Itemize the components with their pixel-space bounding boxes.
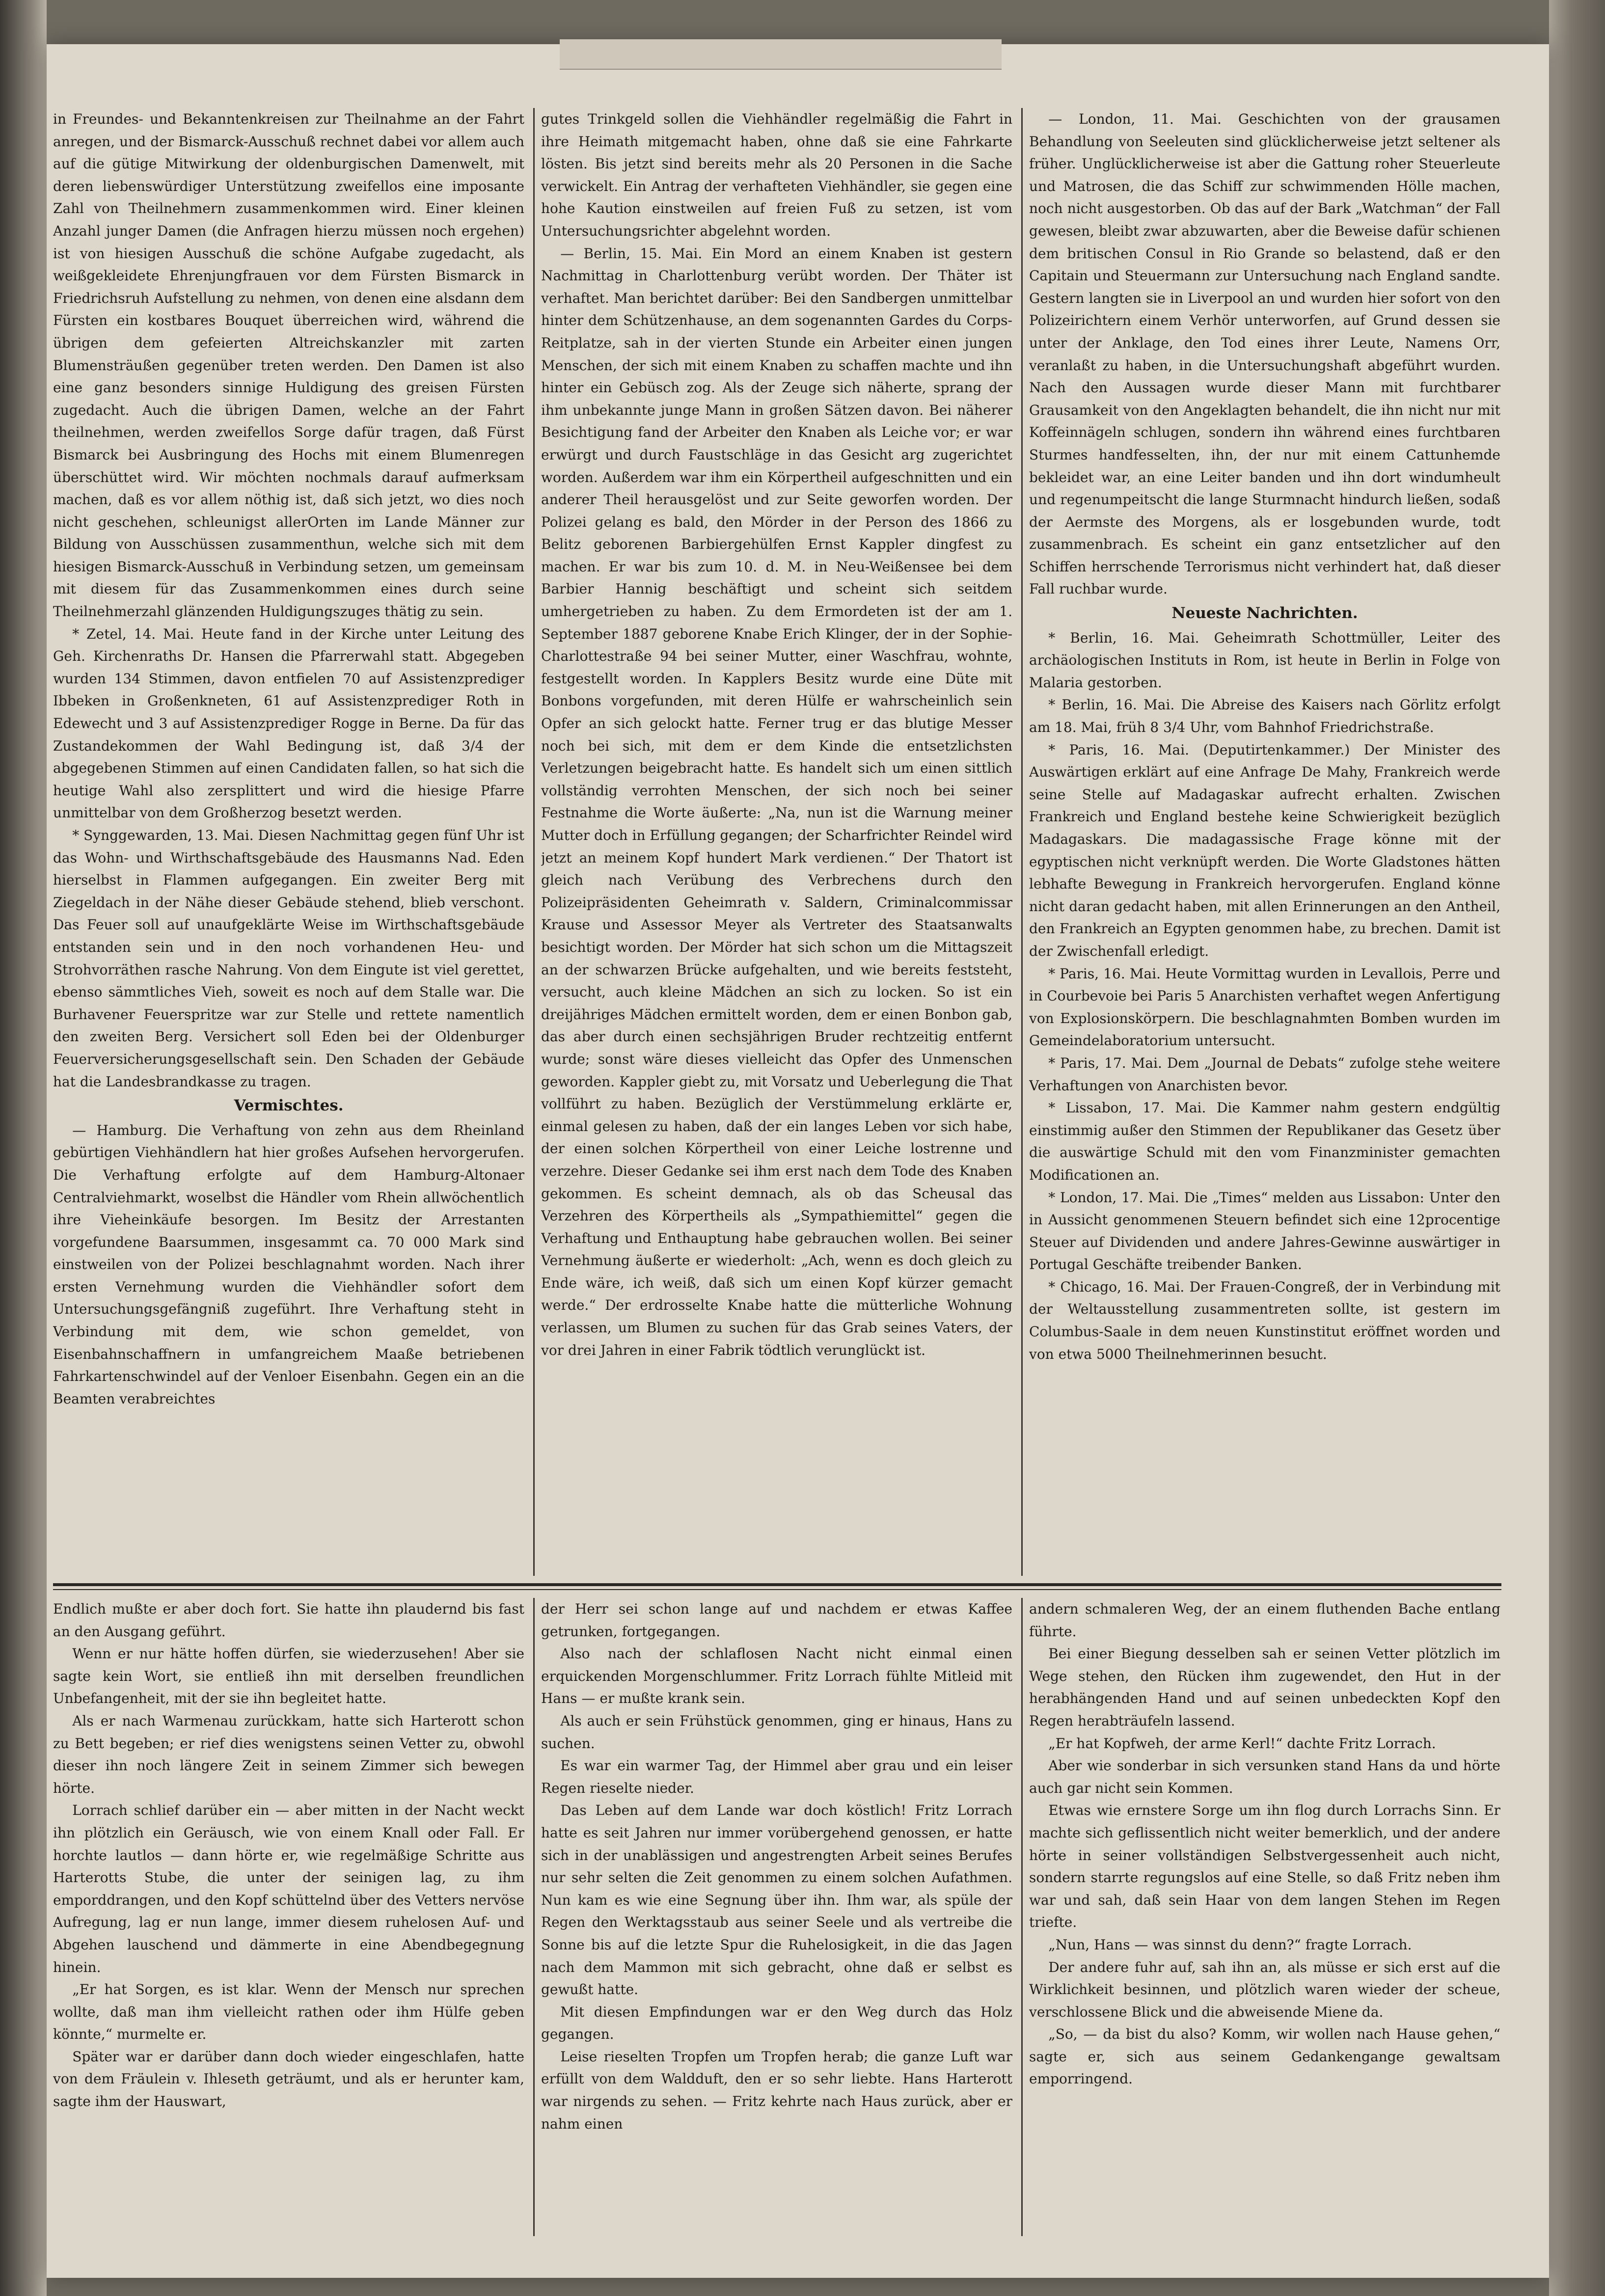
news-item-london-watchman: — London, 11. Mai. Geschichten von der grausamen Behandlung von Seeleuten sind glücklicherweise jetzt seltener als früher. Unglücklicherweise ist aber die Gattung roher Steuerleute und Matrosen, die das Schiff zur schwimmenden Hölle machen, noch nicht ausgestorben. Ob das auf der Bark „Watchman“ der Fall gewesen, bleibt zwar abzuwarten, aber die Beweise dafür schienen dem britischen Consul in Rio Grande so belastend, daß er den Capitain und Steuermann zur Untersuchung nach England sandte. Gestern langten sie in Liverpool an und wurden hier sofort von den Polizeirichtern einem Verhör unterworfen, auf Grund dessen sie unter der Anklage, den Tod eines ihrer Leute, Namens Orr, veranlaßt zu haben, in die Untersuchungshaft abgeführt wurden. Nach den Aussagen wurde dieser Mann mit furchtbarer Grausamkeit von den Angeklagten behandelt, die ihn nicht nur mit Koffeinnägeln schlugen, sondern ihn während eines furchtbaren Sturmes handfesselten, ihn, der nur mit einem Cattunhemde bekleidet war, an eine Leiter banden und ihn dort windumheult und regenumpeitscht die lange Sturmnacht hindurch ließen, sodaß der Aermste des Morgens, als er losgebunden wurde, todt zusammenbrach. Es scheint ein ganz entsetzlicher auf den Schiffen herrschende Terrorismus nicht verhindert hat, daß dieser Fall ruchbar wurde. xyxy=(1029,111,1500,597)
news-item-chicago: * Chicago, 16. Mai. Der Frauen-Congreß, der in Verbindung mit der Weltausstellung zusammentreten sollte, ist gestern im Columbus-Saale in dem neuen Kunstinstitut eröffnet worden und von etwa 5000 Theilnehmerinnen besucht. xyxy=(1029,1278,1500,1362)
article-bismarck-continued: in Freundes- und Bekanntenkreisen zur Theilnahme an der Fahrt anregen, und der Bismarck-Ausschuß rechnet dabei vor allem auch auf die gütige Mitwirkung der oldenburgischen Damenwelt, mit deren liebenswürdiger Unterstützung zweifellos eine imposante Zahl von Theilnehmern zusammenkommen wird. Einer kleinen Anzahl junger Damen (die Anfragen hierzu müssen noch ergehen) ist von hiesigen Ausschuß die schöne Aufgabe zugedacht, als weißgekleidete Ehrenjungfrauen vor dem Fürsten Bismarck in Friedrichsruh Aufstellung zu nehmen, von denen eine alsdann dem Fürsten ein kostbares Bouquet überreichen wird, während die übrigen dem gefeierten Altreichskanzler mit zarten Blumensträußen gegenüber treten werden. Den Damen ist also eine ganz besonders sinnige Huldigung des greisen Fürsten zugedacht. Auch die übrigen Damen, welche an der Fahrt theilnehmen, werden zweifellos Sorge dafür tragen, daß Fürst Bismarck bei Ausbringung des Hochs mit einem Blumenregen überschüttet wird. Wir möchten nochmals darauf aufmerksam machen, daß es vor allem nöthig ist, daß sich jetzt, wo dies noch nicht geschehen, schleunigst allerOrten im Lande Männer zur Bildung von Ausschüssen zusammenthun, welche sich mit dem hiesigen Bismarck-Ausschuß in Verbindung setzen, um gemeinsam mit diesem für das Zusammenkommen eines durch seine Theilnehmerzahl glänzenden Huldigungszuges thätig zu sein. xyxy=(53,111,524,620)
news-item-lissabon: * Lissabon, 17. Mai. Die Kammer nahm gestern endgültig einstimmig außer den Stimmen der Republikaner das Gesetz über die auswärtige Schuld mit den vom Finanzminister gemachten Modificationen an. xyxy=(1029,1100,1500,1183)
book-spine xyxy=(0,0,47,2296)
feuilleton-paragraph: der Herr sei schon lange auf und nachdem er etwas Kaffee getrunken, fortgegangen. xyxy=(541,1601,1012,1640)
feuilleton-paragraph: Aber wie sonderbar in sich versunken stand Hans da und hörte auch gar nicht sein Kommen. xyxy=(1029,1757,1500,1796)
news-item-synggewarden: * Synggewarden, 13. Mai. Diesen Nachmittag gegen fünf Uhr ist das Wohn- und Wirthschaftsgebäude des Hausmanns Nad. Eden hierselbst in Flammen aufgegangen. Ein zweiter Berg mit Ziegeldach in der Nähe dieser Gebäude stehend, blieb verschont. Das Feuer soll auf unaufgeklärte Weise im Wirthschaftsgebäude entstanden sein und in den noch vorhandenen Heu- und Strohvorräthen rasche Nahrung. Von dem Eingute ist viel gerettet, ebenso sämmtliches Vieh, soweit es noch auf dem Stalle war. Die Burhavener Feuerspritze war zur Stelle und rettete namentlich den zweiten Berg. Versichert soll Eden bei der Oldenburger Feuerversicherungsgesellschaft sein. Den Schaden der Gebäude hat die Landesbrandkasse zu tragen. xyxy=(53,827,524,1090)
feuilleton-separator xyxy=(53,1583,1501,1586)
feuilleton-paragraph: Leise rieselten Tropfen um Tropfen herab; die ganze Luft war erfüllt von dem Waldduft, den er so sehr liebte. Hans Harterott war nirgends zu sehen. — Fritz kehrte nach Haus zurück, aber er nahm einen xyxy=(541,2048,1012,2132)
column-rule-2 xyxy=(1021,108,1023,1576)
feuilleton-paragraph: Endlich mußte er aber doch fort. Sie hatte ihn plaudernd bis fast an den Ausgang geführt. xyxy=(53,1601,524,1640)
torn-top-strip xyxy=(560,39,1002,70)
news-item-berlin-kaiser: * Berlin, 16. Mai. Die Abreise des Kaisers nach Görlitz erfolgt am 18. Mai, früh 8 3/4 Uhr, vom Bahnhof Friedrichstraße. xyxy=(1029,697,1500,736)
news-item-zetel: * Zetel, 14. Mai. Heute fand in der Kirche unter Leitung des Geh. Kirchenraths Dr. Hansen die Pfarrerwahl statt. Abgegeben wurden 134 Stimmen, davon entfielen 70 auf Assistenzprediger Ibbeken in Großenkneten, 61 auf Assistenzprediger Roth in Edewecht und 3 auf Assistenzprediger Rogge in Berne. Da für das Zustandekommen der Wahl Bedingung ist, daß 3/4 der abgegebenen Stimmen auf einen Candidaten fallen, so hat sich die heutige Wahl also zersplittert und wird die hiesige Pfarre unmittelbar von dem Großherzog besetzt werden. xyxy=(53,625,524,821)
news-item-hamburg: — Hamburg. Die Verhaftung von zehn aus dem Rheinland gebürtigen Viehhändlern hat hier großes Aufsehen hervorgerufen. Die Verhaftung erfolgte auf dem Hamburg-Altonaer Centralviehmarkt, woselbst die Händler vom Rhein allwöchentlich ihre Vieheinkäufe besorgen. Im Besitz der Arrestanten vorgefundene Baarsummen, insgesammt ca. 70 000 Mark sind einstweilen von der Polizei beschlagnahmt worden. Nach ihrer ersten Vernehmung wurden die Viehhändler sofort dem Untersuchungsgefängniß zugeführt. Ihre Verhaftung steht in Verbindung mit dem, wie schon gemeldet, von Eisenbahnschaffnern in umfangreichem Maaße betriebenen Fahrkartenschwindel auf der Venloer Eisenbahn. Gegen ein an die Beamten verabreichtes xyxy=(53,1122,524,1407)
feuilleton-paragraph: „Nun, Hans — was sinnst du denn?“ fragte Lorrach. xyxy=(1048,1936,1412,1953)
section-heading-vermischtes: Vermischtes. xyxy=(234,1097,344,1115)
feuilleton-paragraph: Lorrach schlief darüber ein — aber mitten in der Nacht weckt ihn plötzlich ein Geräusch, wie von einem Knall oder Fall. Er horchte lautlos — dann hörte er, wie regelmäßige Schritte aus Harterotts Stube, die unter der seinigen lag, zu ihm emporddrangen, und den Kopf schüttelnd über des Vetters nervöse Aufregung, lag er nun lange, immer diesem ruhelosen Auf- und Abgehen lauschend und dämmerte in eine Abendbegegnung hinein. xyxy=(53,1802,524,1975)
news-item-paris-journal: * Paris, 17. Mai. Dem „Journal de Debats“ zufolge stehe weitere Verhaftungen von Anarchisten bevor. xyxy=(1029,1054,1500,1094)
feuilleton-paragraph: Es war ein warmer Tag, der Himmel aber grau und ein leiser Regen rieselte nieder. xyxy=(541,1757,1012,1796)
news-item-paris-anarchisten: * Paris, 16. Mai. Heute Vormittag wurden in Levallois, Perre und in Courbevoie bei Paris 5 Anarchisten verhaftet wegen Anfertigung von Explosionskörpern. Die beschlagnahmten Bomben wurden im Gemeindelaboratorium untersucht. xyxy=(1029,965,1500,1049)
feuilleton-paragraph: Als er nach Warmenau zurückkam, hatte sich Harterott schon zu Bett begeben; er rief dies wenigstens seinen Vetter zu, obwohl dieser ihn noch längere Zeit in seinem Zimmer sich bewegen hörte. xyxy=(53,1712,524,1796)
section-heading-neueste-nachrichten: Neueste Nachrichten. xyxy=(1171,604,1358,622)
feuilleton-paragraph: Bei einer Biegung desselben sah er seinen Vetter plötzlich im Wege stehen, den Rücken ihm zugewendet, den Hut in der herabhängenden Hand und auf seinen unbedeckten Kopf den Regen herabträufeln lassend. xyxy=(1029,1646,1500,1729)
page-edge xyxy=(1549,0,1605,2296)
feuilleton-paragraph: Etwas wie ernstere Sorge um ihn flog durch Lorrachs Sinn. Er machte sich geflissentlich nicht weiter bemerklich, und der andere hörte in seiner vollständigen Selbstvergessenheit auch nicht, sondern starrte regungslos auf eine Stelle, so daß Fritz neben ihm war und sah, daß sein Haar von dem langen Stehen im Regen triefte. xyxy=(1029,1802,1500,1931)
top-column-2 xyxy=(541,108,1012,1568)
news-item-paris-deputirtenkammer: * Paris, 16. Mai. (Deputirtenkammer.) Der Minister des Auswärtigen erklärt auf eine Anfrage De Mahy, Frankreich werde seine Stelle auf Madagaskar aufrecht erhalten. Zwischen Frankreich und England bestehe keine Schwierigkeit bezüglich Madagaskars. Die madagassische Frage könne mit der egyptischen nicht verknüpft werden. Die Worte Gladstones hätten lebhafte Bewegung in Frankreich hervorgerufen. England könne nicht daran gedacht haben, mit allen Erinnerungen an den Antheil, den Frankreich an Egypten genommen habe, zu brechen. Damit ist der Zwischenfall erledigt. xyxy=(1029,741,1500,959)
feuilleton-column-1 xyxy=(53,1598,524,2231)
news-item-berlin-murder: — Berlin, 15. Mai. Ein Mord an einem Knaben ist gestern Nachmittag in Charlottenburg verübt worden. Der Thäter ist verhaftet. Man berichtet darüber: Bei den Sandbergen unmittelbar hinter dem Schützenhause, an dem sogenannten Gardes du Corps-Reitplatze, sah in der vierten Stunde ein Arbeiter einen jungen Menschen, der sich mit einem Knaben zu schaffen machte und ihn hinter ein Gebüsch zog. Als der Zeuge sich näherte, sprang der ihm unbekannte junge Mann in großen Sätzen davon. Bei näherer Besichtigung fand der Arbeiter den Knaben als Leiche vor; er war erwürgt und durch Faustschläge in das Gesicht arg zugerichtet worden. Außerdem war ihm ein Körpertheil aufgeschnitten und ein anderer Theil herausgelöst und zur Seite geworfen worden. Der Polizei gelang es bald, den Mörder in der Person des 1866 zu Belitz geborenen Barbiergehülfen Ernst Kappler dingfest zu machen. Er war bis zum 10. d. M. in Neu-Weißensee bei dem Barbier Hannig beschäftigt und scheint sich seitdem umhergetrieben zu haben. Zu dem Ermordeten ist der am 1. September 1887 geborene Knabe Erich Klinger, der in der Sophie-Charlottestraße 94 bei seiner Mutter, einer Waschfrau, wohnte, festgestellt worden. In Kapplers Besitz wurde eine Düte mit Bonbons vorgefunden, mit deren Hülfe er wahrscheinlich sein Opfer an sich gelockt hatte. Ferner trug er das blutige Messer noch bei sich, mit dem er dem Kinde die entsetzlichsten Verletzungen beigebracht hatte. Es handelt sich um einen sittlich vollständig verrohten Menschen, der sich noch bei seiner Festnahme die Worte äußerte: „Na, nun ist die Warnung meiner Mutter doch in Erfüllung gegangen; der Scharfrichter Reindel wird jetzt an meinem Kopf hundert Mark verdienen.“ Der Thatort ist gleich nach Verübung des Verbrechens durch den Polizeipräsidenten Geheimrath v. Saldern, Criminalcommissar Krause und Assessor Meyer als Vertreter des Staatsanwalts besichtigt worden. Der Mörder hat sich schon um die Mittagszeit an der schwarzen Brücke aufgehalten, und wie bereits feststeht, versucht, auch kleine Mädchen an sich zu locken. So ist ein dreijähriges Mädchen ermittelt worden, dem er einen Bonbon gab, das aber durch einen sechsjährigen Bruder rechtzeitig entfernt wurde; sonst wäre dieses vielleicht das Opfer des Unmenschen geworden. Kappler giebt zu, mit Vorsatz und Ueberlegung die That vollführt zu haben. Bezüglich der Verstümmelung erklärte er, einmal gelesen zu haben, daß der ein langes Leben vor sich habe, der einen solchen Körpertheil von einer Leiche lostrenne und verzehre. Dieser Gedanke sei ihm erst nach dem Tode des Knaben gekommen. Es scheint demnach, als ob das Scheusal das Verzehren des Körpertheils als „Sympathiemittel“ gegen die Verhaftung und Enthauptung habe gebrauchen wollen. Bei seiner Vernehmung äußerte er wiederholt: „Ach, wenn es doch gleich zu Ende wäre, ich weiß, daß sich um einen Kopf kürzer gemacht werde.“ Der erdrosselte Knabe hatte die mütterliche Wohnung verlassen, um Blumen zu suchen für das Grab seines Vaters, der vor drei Jahren in einer Fabrik tödtlich verunglückt ist. xyxy=(541,245,1012,1358)
news-item-berlin-schottmueller: * Berlin, 16. Mai. Geheimrath Schottmüller, Leiter des archäologischen Instituts in Rom, ist heute in Berlin in Folge von Malaria gestorben. xyxy=(1029,629,1500,691)
feuilleton-paragraph: Wenn er nur hätte hoffen dürfen, sie wiederzusehen! Aber sie sagte kein Wort, sie entließ ihn mit derselben freundlichen Unbefangenheit, mit der sie ihn begleitet hatte. xyxy=(53,1646,524,1707)
feuilleton-rule-1 xyxy=(533,1598,535,2236)
feuilleton-paragraph: „So, — da bist du also? Komm, wir wollen nach Hause gehen,“ sagte er, sich aus seinem Gedankengange gewaltsam emporringend. xyxy=(1029,2026,1500,2087)
feuilleton-paragraph: Das Leben auf dem Lande war doch köstlich! Fritz Lorrach hatte es seit Jahren nur immer vorübergehend genossen, er hatte sich in der unablässigen und angestrengten Arbeit seines Berufes nur sehr selten die Zeit genommen zu einem solchen Aufathmen. Nun kam es wie eine Segnung über ihn. Ihm war, als spüle der Regen den Werktagsstaub aus seiner Seele und als vertreibe die Sonne bis auf die letzte Spur die Ruhelosigkeit, in die das Jagen nach dem Mammon mit sich gebracht, ohne daß er selbst es gewußt hatte. xyxy=(541,1802,1012,1998)
feuilleton-paragraph: Also nach der schlaflosen Nacht nicht einmal einen erquickenden Morgenschlummer. Fritz Lorrach fühlte Mitleid mit Hans — er mußte krank sein. xyxy=(541,1646,1012,1707)
article-hamburg-continued: gutes Trinkgeld sollen die Viehhändler regelmäßig die Fahrt in ihre Heimath mitgemacht haben, ohne daß sie eine Fahrkarte lösten. Bis jetzt sind bereits mehr als 20 Personen in die Sache verwickelt. Ein Antrag der verhafteten Viehhändler, sie gegen eine hohe Kaution einstweilen auf freien Fuß zu setzen, ist vom Untersuchungsrichter abgelehnt worden. xyxy=(541,111,1012,239)
feuilleton-paragraph: andern schmaleren Weg, der an einem fluthenden Bache entlang führte. xyxy=(1029,1601,1500,1640)
top-column-1 xyxy=(53,108,524,1568)
feuilleton-paragraph: Später war er darüber dann doch wieder eingeschlafen, hatte von dem Fräulein v. Ihleseth geträumt, und als er herunter kam, sagte ihm der Hauswart, xyxy=(53,2048,524,2110)
column-rule-1 xyxy=(533,108,535,1576)
top-column-3 xyxy=(1029,108,1500,1568)
feuilleton-column-2 xyxy=(541,1598,1012,2231)
feuilleton-paragraph: Als auch er sein Frühstück genommen, ging er hinaus, Hans zu suchen. xyxy=(541,1712,1012,1752)
feuilleton-paragraph: Mit diesen Empfindungen war er den Weg durch das Holz gegangen. xyxy=(541,2003,1012,2043)
feuilleton-paragraph: Der andere fuhr auf, sah ihn an, als müsse er sich erst auf die Wirklichkeit besinnen, und plötzlich waren wieder der scheue, verschlossene Blick und die abweisende Miene da. xyxy=(1029,1959,1500,2020)
news-item-london-times: * London, 17. Mai. Die „Times“ melden aus Lissabon: Unter den in Aussicht genommenen Steuern befindet sich eine 12procentige Steuer auf Dividenden und andere Jahres-Gewinne auswärtiger in Portugal Geschäfte treibender Banken. xyxy=(1029,1189,1500,1273)
feuilleton-paragraph: „Er hat Sorgen, es ist klar. Wenn der Mensch nur sprechen wollte, daß man ihm vielleicht rathen oder ihm Hülfe geben könnte,“ murmelte er. xyxy=(53,1981,524,2043)
feuilleton-column-3 xyxy=(1029,1598,1500,2231)
feuilleton-paragraph: „Er hat Kopfweh, der arme Kerl!“ dachte Fritz Lorrach. xyxy=(1048,1735,1436,1752)
feuilleton-separator-thin xyxy=(53,1589,1501,1590)
feuilleton-rule-2 xyxy=(1021,1598,1023,2236)
